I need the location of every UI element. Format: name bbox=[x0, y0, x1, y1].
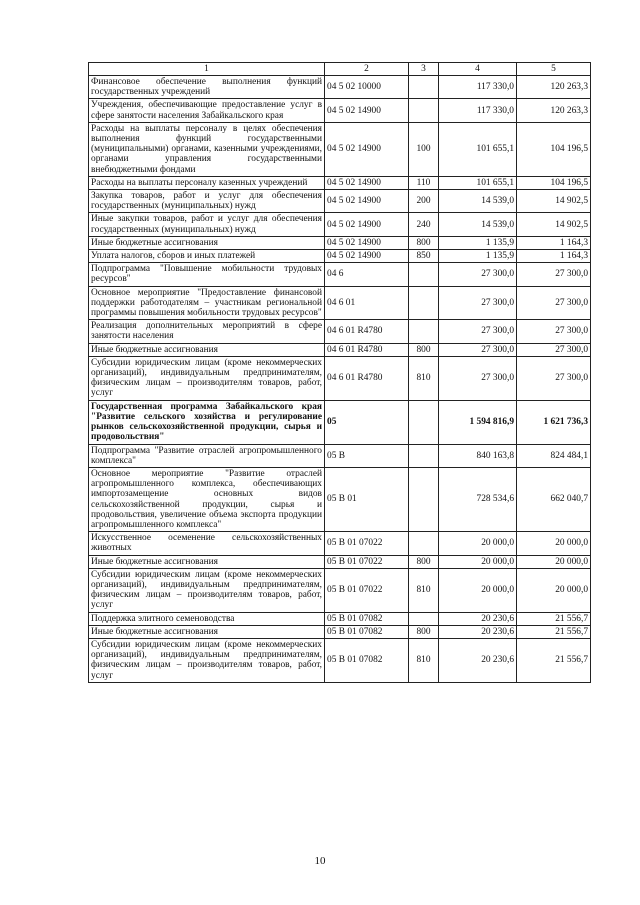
row-value-1: 20 230,6 bbox=[439, 612, 517, 625]
row-name: Искусственное осеменение сельскохозяйственных животных bbox=[89, 532, 325, 555]
row-type bbox=[409, 76, 439, 99]
table-row bbox=[89, 625, 591, 638]
header-row bbox=[89, 63, 591, 76]
row-type: 200 bbox=[409, 190, 439, 213]
row-value-1: 1 135,9 bbox=[439, 250, 517, 263]
row-type bbox=[409, 444, 439, 467]
row-name: Основное мероприятие "Предоставление финансовой поддержки работодателям – участникам региональной программы повышения мобильности трудовых ресурсов" bbox=[89, 286, 325, 320]
row-type bbox=[409, 286, 439, 320]
row-name: Иные бюджетные ассигнования bbox=[89, 625, 325, 638]
row-name: Иные закупки товаров, работ и услуг для обеспечения государственных (муниципальных) нужд bbox=[89, 213, 325, 236]
row-code: 04 5 02 10000 bbox=[325, 76, 409, 99]
row-code: 04 5 02 14900 bbox=[325, 176, 409, 189]
row-type: 810 bbox=[409, 638, 439, 682]
row-name: Реализация дополнительных мероприятий в сфере занятости населения bbox=[89, 320, 325, 343]
header-value-1: 4 bbox=[439, 63, 517, 76]
row-value-2: 14 902,5 bbox=[517, 190, 591, 213]
row-name: Учреждения, обеспечивающие предоставление услуг в сфере занятости населения Забайкальского края bbox=[89, 99, 325, 122]
row-code: 04 5 02 14900 bbox=[325, 213, 409, 236]
row-value-2: 1 164,3 bbox=[517, 250, 591, 263]
table-row bbox=[89, 555, 591, 568]
row-value-2: 120 263,3 bbox=[517, 76, 591, 99]
row-type bbox=[409, 532, 439, 555]
row-value-2: 27 300,0 bbox=[517, 286, 591, 320]
row-value-2: 14 902,5 bbox=[517, 213, 591, 236]
row-value-2: 21 556,7 bbox=[517, 625, 591, 638]
row-code: 05 В 01 07022 bbox=[325, 555, 409, 568]
table-row bbox=[89, 343, 591, 356]
row-name: Финансовое обеспечение выполнения функций государственных учреждений bbox=[89, 76, 325, 99]
table-row bbox=[89, 76, 591, 99]
row-name: Субсидии юридическим лицам (кроме некоммерческих организаций), индивидуальным предпринимателям, физическим лицам – производителям товаров, работ, услуг bbox=[89, 638, 325, 682]
table-row bbox=[89, 250, 591, 263]
row-type bbox=[409, 263, 439, 286]
row-type bbox=[409, 99, 439, 122]
row-value-2: 20 000,0 bbox=[517, 555, 591, 568]
header-name: 1 bbox=[89, 63, 325, 76]
row-value-2: 27 300,0 bbox=[517, 343, 591, 356]
table-row bbox=[89, 638, 591, 682]
row-name: Государственная программа Забайкальского края "Развитие сельского хозяйства и регулирование рынков сельскохозяйственной продукции, сырья и продовольствия" bbox=[89, 400, 325, 444]
table-row bbox=[89, 286, 591, 320]
row-code: 05 В 01 07082 bbox=[325, 612, 409, 625]
row-value-1: 20 000,0 bbox=[439, 568, 517, 612]
row-name: Подпрограмма "Повышение мобильности трудовых ресурсов" bbox=[89, 263, 325, 286]
row-code: 04 6 01 bbox=[325, 286, 409, 320]
table-row bbox=[89, 176, 591, 189]
row-code: 04 6 01 R4780 bbox=[325, 343, 409, 356]
row-type: 110 bbox=[409, 176, 439, 189]
row-code: 05 В 01 07082 bbox=[325, 625, 409, 638]
row-value-1: 14 539,0 bbox=[439, 190, 517, 213]
row-value-1: 1 135,9 bbox=[439, 236, 517, 249]
row-type: 240 bbox=[409, 213, 439, 236]
row-value-1: 840 163,8 bbox=[439, 444, 517, 467]
row-code: 04 5 02 14900 bbox=[325, 250, 409, 263]
table-row bbox=[89, 99, 591, 122]
row-type: 810 bbox=[409, 568, 439, 612]
row-type: 800 bbox=[409, 555, 439, 568]
row-value-2: 1 621 736,3 bbox=[517, 400, 591, 444]
row-name: Поддержка элитного семеноводства bbox=[89, 612, 325, 625]
row-value-1: 27 300,0 bbox=[439, 343, 517, 356]
row-value-1: 14 539,0 bbox=[439, 213, 517, 236]
table-row bbox=[89, 400, 591, 444]
row-name: Иные бюджетные ассигнования bbox=[89, 343, 325, 356]
row-code: 04 6 bbox=[325, 263, 409, 286]
table-row bbox=[89, 568, 591, 612]
row-value-1: 20 000,0 bbox=[439, 532, 517, 555]
row-value-1: 117 330,0 bbox=[439, 76, 517, 99]
table-row bbox=[89, 213, 591, 236]
row-type bbox=[409, 467, 439, 531]
row-value-2: 27 300,0 bbox=[517, 320, 591, 343]
table-row bbox=[89, 612, 591, 625]
row-value-1: 20 000,0 bbox=[439, 555, 517, 568]
row-value-1: 1 594 816,9 bbox=[439, 400, 517, 444]
row-name: Закупка товаров, работ и услуг для обеспечения государственных (муниципальных) нужд bbox=[89, 190, 325, 213]
budget-table bbox=[88, 62, 591, 683]
row-value-1: 20 230,6 bbox=[439, 638, 517, 682]
row-name: Субсидии юридическим лицам (кроме некоммерческих организаций), индивидуальным предпринимателям, физическим лицам – производителям товаров, работ, услуг bbox=[89, 356, 325, 400]
header-type: 3 bbox=[409, 63, 439, 76]
row-name: Расходы на выплаты персоналу в целях обеспечения выполнения функций государственными (муниципальными) органами, казенными учреждениями, органами управления государственными внебюджетными фондами bbox=[89, 122, 325, 176]
row-type: 850 bbox=[409, 250, 439, 263]
row-code: 04 6 01 R4780 bbox=[325, 320, 409, 343]
table-body bbox=[89, 76, 591, 683]
table-row bbox=[89, 122, 591, 176]
row-type: 800 bbox=[409, 343, 439, 356]
row-type bbox=[409, 612, 439, 625]
row-type: 100 bbox=[409, 122, 439, 176]
row-code: 04 6 01 R4780 bbox=[325, 356, 409, 400]
row-value-2: 21 556,7 bbox=[517, 638, 591, 682]
header-value-2: 5 bbox=[517, 63, 591, 76]
row-value-1: 728 534,6 bbox=[439, 467, 517, 531]
row-value-2: 20 000,0 bbox=[517, 532, 591, 555]
table-row bbox=[89, 444, 591, 467]
row-code: 04 5 02 14900 bbox=[325, 122, 409, 176]
row-value-2: 104 196,5 bbox=[517, 122, 591, 176]
row-value-2: 21 556,7 bbox=[517, 612, 591, 625]
table-row bbox=[89, 356, 591, 400]
row-value-1: 101 655,1 bbox=[439, 176, 517, 189]
row-code: 04 5 02 14900 bbox=[325, 190, 409, 213]
row-value-1: 27 300,0 bbox=[439, 320, 517, 343]
header-code: 2 bbox=[325, 63, 409, 76]
table-row bbox=[89, 320, 591, 343]
table-row bbox=[89, 532, 591, 555]
row-name: Расходы на выплаты персоналу казенных учреждений bbox=[89, 176, 325, 189]
row-type bbox=[409, 320, 439, 343]
row-code: 05 В bbox=[325, 444, 409, 467]
table-row bbox=[89, 190, 591, 213]
row-value-2: 104 196,5 bbox=[517, 176, 591, 189]
table-row bbox=[89, 263, 591, 286]
row-code: 05 bbox=[325, 400, 409, 444]
row-value-2: 1 164,3 bbox=[517, 236, 591, 249]
row-value-2: 27 300,0 bbox=[517, 356, 591, 400]
row-value-1: 117 330,0 bbox=[439, 99, 517, 122]
table-row bbox=[89, 467, 591, 531]
row-name: Уплата налогов, сборов и иных платежей bbox=[89, 250, 325, 263]
row-value-1: 27 300,0 bbox=[439, 263, 517, 286]
row-name: Иные бюджетные ассигнования bbox=[89, 236, 325, 249]
row-value-2: 824 484,1 bbox=[517, 444, 591, 467]
page-number: 10 bbox=[314, 855, 326, 867]
row-value-2: 27 300,0 bbox=[517, 263, 591, 286]
row-type: 810 bbox=[409, 356, 439, 400]
row-code: 05 В 01 07022 bbox=[325, 568, 409, 612]
row-value-1: 101 655,1 bbox=[439, 122, 517, 176]
row-value-2: 20 000,0 bbox=[517, 568, 591, 612]
row-name: Субсидии юридическим лицам (кроме некоммерческих организаций), индивидуальным предпринимателям, физическим лицам – производителям товаров, работ, услуг bbox=[89, 568, 325, 612]
row-type: 800 bbox=[409, 625, 439, 638]
row-type bbox=[409, 400, 439, 444]
row-value-2: 120 263,3 bbox=[517, 99, 591, 122]
row-code: 05 В 01 bbox=[325, 467, 409, 531]
table-row bbox=[89, 236, 591, 249]
row-code: 05 В 01 07022 bbox=[325, 532, 409, 555]
row-value-2: 662 040,7 bbox=[517, 467, 591, 531]
row-code: 04 5 02 14900 bbox=[325, 99, 409, 122]
row-name: Подпрограмма "Развитие отраслей агропромышленного комплекса" bbox=[89, 444, 325, 467]
row-value-1: 27 300,0 bbox=[439, 286, 517, 320]
row-type: 800 bbox=[409, 236, 439, 249]
row-name: Иные бюджетные ассигнования bbox=[89, 555, 325, 568]
row-code: 04 5 02 14900 bbox=[325, 236, 409, 249]
row-name: Основное мероприятие "Развитие отраслей агропромышленного комплекса, обеспечивающих импортозамещение основных видов сельскохозяйственной продукции, сырья и продовольствия, увеличение объема экспорта продукции агропромышленного комплекса" bbox=[89, 467, 325, 531]
row-value-1: 27 300,0 bbox=[439, 356, 517, 400]
row-code: 05 В 01 07082 bbox=[325, 638, 409, 682]
row-value-1: 20 230,6 bbox=[439, 625, 517, 638]
